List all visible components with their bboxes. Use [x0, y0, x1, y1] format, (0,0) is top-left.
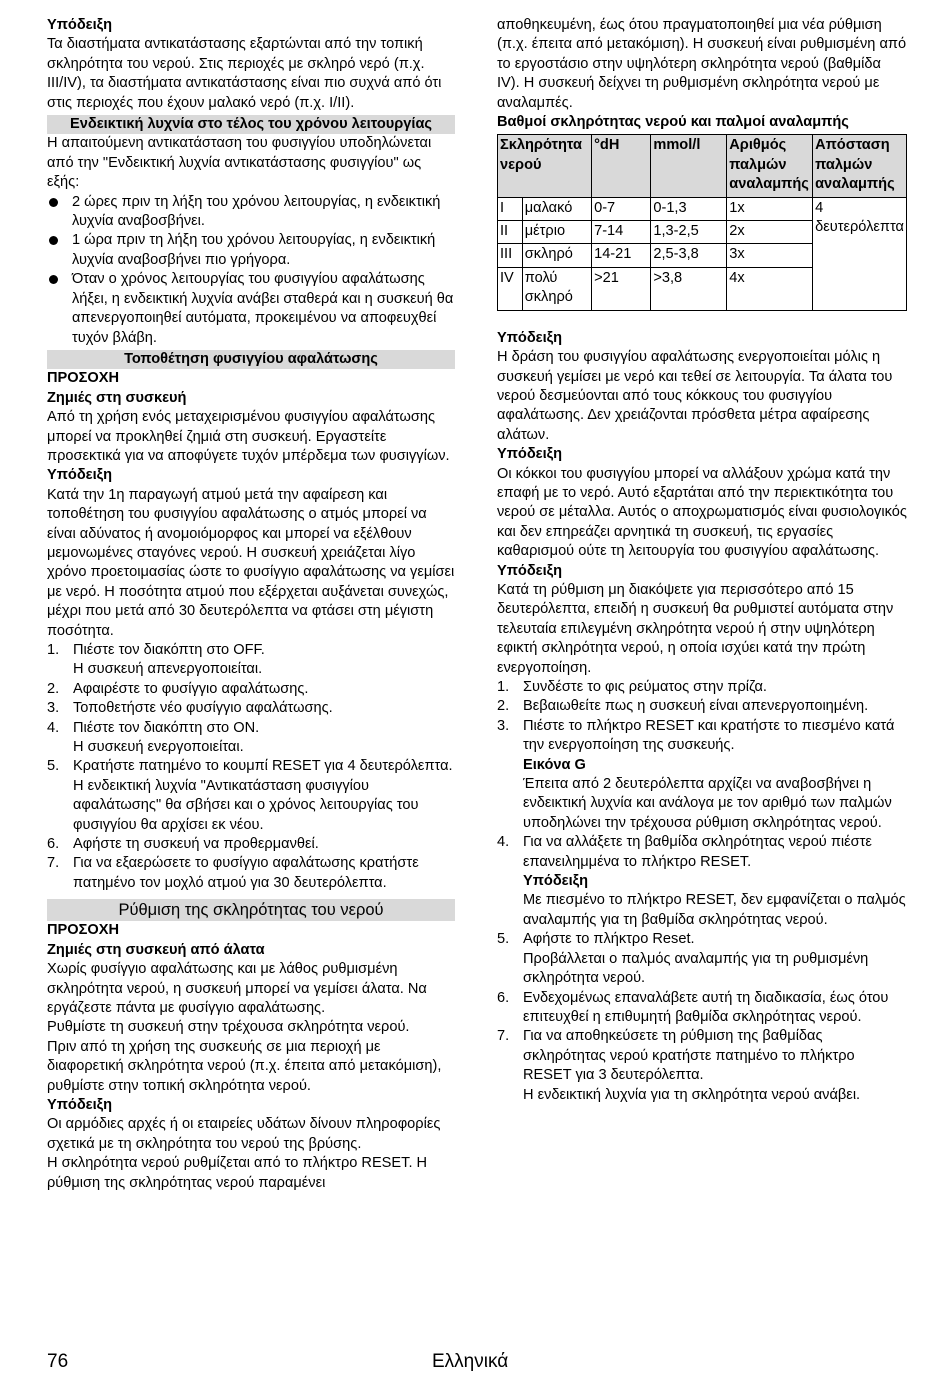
list-item: Όταν ο χρόνος λειτουργίας του φυσιγγίου αφαλάτωσης λήξει, η ενδεικτική λυχνία ανάβει σταθερά και η συσκευή θα απενεργοποιηθεί αυτόματα, προκειμένου να αποφευχθεί τυχόν βλάβη.: [47, 270, 455, 348]
table-cell: IV: [498, 267, 523, 310]
table-cell: 4x: [727, 267, 813, 310]
hint-heading: Υπόδειξη: [47, 17, 113, 33]
step-text: Συνδέστε το φις ρεύματος στην πρίζα.: [523, 679, 767, 695]
continued-text: αποθηκευμένη, έως ότου πραγματοποιηθεί μια νέα ρύθμιση (π.χ. έπειτα από μετακόμιση). Η συσκευή είναι ρυθμισμένη από το εργοστάσιο στην υψηλότερη σκληρότητα νερού (βαθμίδα IV). Η συσκευή δείχνει τη ρυθμισμένη σκληρότητα νερού με αναλαμπές.: [497, 17, 907, 111]
step-text: Πιέστε τον διακόπτη στο OFF.: [73, 642, 265, 658]
step-number: 4.: [47, 719, 60, 736]
step-number: 1.: [497, 679, 510, 695]
step-result: Η συσκευή απενεργοποιείται.: [73, 661, 263, 678]
section-heading-hardness: Ρύθμιση της σκληρότητας του νερού: [47, 899, 455, 921]
table-cell: 4 δευτερόλεπτα: [813, 197, 907, 310]
page-number: 76: [47, 1351, 69, 1372]
list-item: [47, 854, 455, 893]
table-cell: 7-14: [592, 221, 651, 244]
language-label: Ελληνικά: [432, 1351, 509, 1372]
hint-heading: Υπόδειξη: [497, 562, 563, 579]
step-number: 4.: [497, 834, 510, 851]
hint-text: Κατά την 1η παραγωγή ατμού μετά την αφαίρεση και τοποθέτηση του φυσιγγίου αφαλάτωσης ο ατμός μπορεί να είναι αδύνατος ή ανομοιόμορφος και μπορεί να εξέλθουν μεμονωμένες σταγόνες νερού. Η συσκευή χρειάζεται λίγο χρόνο προετοιμασίας ώστε το φυσίγγιο αφαλάτωσης να γεμίσει με νερό. Η ποσότητα ατμού που εξέρχεται αυξάνεται συνεχώς, μέχρι που μετά από 30 δευτερόλεπτα να φτάσει στη μέγιστη ποσότητα.: [47, 486, 455, 639]
step-result: Έπειτα από 2 δευτερόλεπτα αρχίζει να αναβοσβήνει η ενδεικτική λυχνία και ανάλογα με τον αριθμό των παλμών υποδηλώνει την τρέχουσα ρύθμιση σκληρότητας νερού.: [523, 776, 892, 831]
column-header: Αριθμός παλμών αναλαμπής: [727, 135, 813, 197]
step-text: Για να αποθηκεύσετε τη ρύθμιση της βαθμίδας σκληρότητας νερού κρατήστε πατημένο το πλήκτρο RESET για 3 δευτερόλεπτα.: [523, 1028, 855, 1084]
column-header: mmol/l: [651, 135, 727, 197]
indicator-bullet-list: [47, 193, 455, 348]
table-cell: μέτριο: [522, 221, 591, 244]
step-number: 7.: [47, 855, 60, 872]
step-number: 3.: [47, 700, 60, 717]
table-cell: >21: [592, 267, 651, 310]
table-header-row: [498, 135, 907, 197]
step-number: 7.: [497, 1028, 510, 1045]
step-text: Αφήστε τη συσκευή να προθερμανθεί.: [73, 836, 319, 853]
hint-heading: Υπόδειξη: [497, 329, 563, 346]
caution-text: Χωρίς φυσίγγιο αφαλάτωσης και με λάθος ρυθμισμένη σκληρότητα νερού, η συσκευή μπορεί να γεμίσει άλατα. Να εργάζεστε πάντα με φυσίγγιο αφαλάτωσης.: [47, 961, 427, 1016]
list-item: [47, 757, 455, 835]
hint-text: Η δράση του φυσιγγίου αφαλάτωσης ενεργοποιείται μόλις η συσκευή γεμίσει με νερό και τεθεί σε λειτουργία. Τα άλατα του νερού δεσμεύονται από τους κόκκους του φυσιγγίου αφαλάτωσης. Δεν χρειάζονται πρόσθετα μέτρα αφαίρεσης αλάτων.: [497, 349, 893, 443]
step-number: 2.: [497, 698, 510, 715]
install-steps: [47, 641, 455, 893]
table-cell: I: [498, 197, 523, 220]
hint-heading: Υπόδειξη: [47, 467, 113, 484]
spacer: [497, 311, 907, 329]
right-column: [497, 16, 907, 1105]
table-cell: 1,3-2,5: [651, 221, 727, 244]
step-text: Ενδεχομένως επαναλάβετε αυτή τη διαδικασία, έως ότου επιτευχθεί η επιθυμητή βαθμίδα σκληρότητας νερού.: [523, 989, 889, 1025]
step-text: Αφήστε το πλήκτρο Reset.: [523, 931, 695, 948]
table-cell: II: [498, 221, 523, 244]
figure-reference: Εικόνα G: [523, 756, 586, 773]
table-cell: 0-7: [592, 197, 651, 220]
step-number: 3.: [497, 717, 510, 734]
step-number: 2.: [47, 680, 60, 697]
list-item: [497, 717, 907, 833]
step-result: Προβάλλεται ο παλμός αναλαμπής για τη ρυθμισμένη σκληρότητα νερού.: [523, 950, 869, 987]
list-item: [497, 1027, 907, 1105]
list-item: [47, 835, 455, 854]
column-header: Απόσταση παλμών αναλαμπής: [813, 135, 907, 197]
list-item: [47, 699, 455, 718]
caution-text: Από τη χρήση ενός μεταχειρισμένου φυσιγγίου αφαλάτωσης μπορεί να προκληθεί ζημιά στη συσκευή. Εργαστείτε προσεκτικά για να αποφύγετε τυχόν μπέρδεμα των φυσιγγίων.: [47, 409, 450, 464]
table-cell: 3x: [727, 244, 813, 267]
indicator-intro: Η απαιτούμενη αντικατάσταση του φυσιγγίου υποδηλώνεται από την "Ενδεικτική λυχνία αντικατάστασης φυσιγγίου" ως εξής:: [47, 135, 432, 191]
hint-heading: Υπόδειξη: [523, 873, 589, 890]
hardness-steps: [497, 678, 907, 1105]
table-cell: 2x: [727, 221, 813, 244]
list-item: 1 ώρα πριν τη λήξη του χρόνου λειτουργίας, η ενδεικτική λυχνία αναβοσβήνει πιο γρήγορα.: [47, 231, 455, 270]
table-row: [498, 197, 907, 220]
hint-heading: Υπόδειξη: [497, 446, 563, 463]
caution-title: Ζημιές στη συσκευή: [47, 389, 187, 406]
caution-label: ΠΡΟΣΟΧΗ: [47, 922, 120, 939]
list-item: [47, 680, 455, 699]
table-cell: μαλακό: [522, 197, 591, 220]
list-item: [47, 719, 455, 758]
section-heading-indicator: Ενδεικτική λυχνία στο τέλος του χρόνου λειτουργίας: [47, 115, 455, 134]
table-cell: >3,8: [651, 267, 727, 310]
list-item: [497, 678, 907, 697]
step-text: Αφαιρέστε το φυσίγγιο αφαλάτωσης.: [73, 680, 309, 697]
caution-title: Ζημιές στη συσκευή από άλατα: [47, 941, 265, 958]
list-item: [497, 697, 907, 716]
caution-label: ΠΡΟΣΟΧΗ: [47, 370, 120, 387]
step-text: Πιέστε το πλήκτρο RESET και κρατήστε το πιεσμένο κατά την ενεργοποίηση της συσκευής.: [523, 717, 895, 754]
table-title: Βαθμοί σκληρότητας νερού και παλμοί αναλαμπής: [497, 114, 849, 131]
step-number: 6.: [47, 836, 60, 853]
table-cell: σκληρό: [522, 244, 591, 267]
step-result: Με πιεσμένο το πλήκτρο RESET, δεν εμφανίζεται ο παλμός αναλαμπής για τη βαθμίδα σκληρότητας νερού.: [523, 892, 906, 928]
step-result: Η ενδεικτική λυχνία "Αντικατάσταση φυσιγγίου αφαλάτωσης" θα σβήσει και ο χρόνος λειτουργίας του φυσιγγίου θα αρχίσει εκ νέου.: [73, 777, 419, 833]
left-column: [47, 16, 455, 1193]
table-cell: 14-21: [592, 244, 651, 267]
table-cell: πολύ σκληρό: [522, 267, 591, 310]
list-item: [47, 641, 455, 680]
step-text: Κρατήστε πατημένο το κουμπί RESET για 4 δευτερόλεπτα.: [73, 758, 453, 775]
hardness-table: [497, 134, 907, 310]
step-text: Πιέστε τον διακόπτη στο ON.: [73, 719, 260, 736]
step-number: 5.: [47, 758, 60, 775]
hint-heading: Υπόδειξη: [47, 1096, 113, 1113]
table-cell: 1x: [727, 197, 813, 220]
step-text: Για να αλλάξετε τη βαθμίδα σκληρότητας νερού πιέστε επανειλημμένα το πλήκτρο RESET.: [523, 834, 872, 870]
step-result: Η συσκευή ενεργοποιείται.: [73, 739, 244, 756]
hint-text: Η σκληρότητα νερού ρυθμίζεται από το πλήκτρο RESET. Η ρύθμιση της σκληρότητας νερού παραμένει: [47, 1155, 428, 1191]
hint-text: Οι αρμόδιες αρχές ή οι εταιρείες υδάτων δίνουν πληροφορίες σχετικά με τη σκληρότητα του νερού της βρύσης.: [47, 1116, 441, 1152]
step-number: 6.: [497, 989, 510, 1006]
table-cell: 2,5-3,8: [651, 244, 727, 267]
step-number: 5.: [497, 931, 510, 948]
list-item: [497, 833, 907, 930]
hint-text: Τα διαστήματα αντικατάστασης εξαρτώνται από την τοπική σκληρότητα του νερού. Στις περιοχές με σκληρό νερό (π.χ. III/IV), τα διαστήματα αντικατάστασης είναι πιο συχνά από ότι στις περιοχές που έχουν μαλακό νερό (π.χ. I/II).: [47, 36, 442, 111]
hint-text: Κατά τη ρύθμιση μη διακόψετε για περισσότερο από 15 δευτερόλεπτα, επειδή η συσκευή θα ρυθμιστεί αυτόματα στην τελευταία επιλεγμένη σκληρότητα νερού ή στην υψηλότερη εφικτή σκληρότητα νερού, η οποία ισχύει κατά την πρώτη ενεργοποίηση.: [497, 581, 894, 676]
step-result: Η ενδεικτική λυχνία για τη σκληρότητα νερού ανάβει.: [523, 1086, 861, 1103]
section-heading-install: Τοποθέτηση φυσιγγίου αφαλάτωσης: [47, 350, 455, 369]
step-text: Τοποθετήστε νέο φυσίγγιο αφαλάτωσης.: [73, 700, 333, 717]
column-header: Σκληρότητα νερού: [498, 135, 592, 197]
column-header: °dH: [592, 135, 651, 197]
list-item: [497, 989, 907, 1028]
list-item: [497, 930, 907, 988]
table-cell: III: [498, 244, 523, 267]
step-text: Για να εξαερώσετε το φυσίγγιο αφαλάτωσης κρατήστε πατημένο τον μοχλό ατμού για 30 δευτερόλεπτα.: [73, 855, 419, 891]
caution-text: Πριν από τη χρήση της συσκευής σε μια περιοχή με διαφορετική σκληρότητα νερού (π.χ. έπειτα από μετακόμιση), ρυθμίστε στην τοπική σκληρότητα νερού.: [47, 1038, 442, 1094]
step-text: Βεβαιωθείτε πως η συσκευή είναι απενεργοποιημένη.: [523, 698, 869, 715]
hint-text: Οι κόκκοι του φυσιγγίου μπορεί να αλλάξουν χρώμα κατά την επαφή με το νερό. Αυτό εξαρτάται από την περιεκτικότητα του νερού σε μέταλλα. Αυτός ο αποχρωματισμός είναι φυσιολογικός και δεν επηρεάζει αρνητικά τη συσκευή, τις εργασίες καθαρισμού ούτε τη λειτουργία του φυσιγγίου αφαλάτωσης.: [497, 465, 907, 560]
list-item: 2 ώρες πριν τη λήξη του χρόνου λειτουργίας, η ενδεικτική λυχνία αναβοσβήνει.: [47, 193, 455, 232]
caution-text: Ρυθμίστε τη συσκευή στην τρέχουσα σκληρότητα νερού.: [47, 1019, 410, 1036]
step-number: 1.: [47, 642, 60, 658]
table-cell: 0-1,3: [651, 197, 727, 220]
